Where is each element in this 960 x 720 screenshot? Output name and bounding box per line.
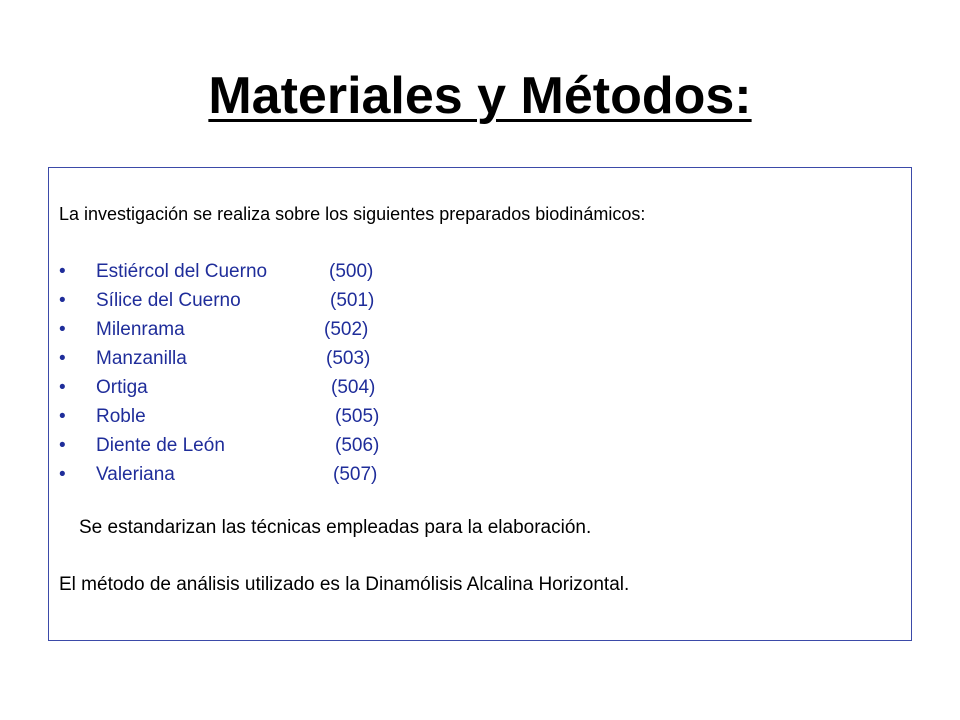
bullet-icon: • bbox=[59, 377, 66, 398]
preparation-name: Estiércol del Cuerno bbox=[96, 261, 268, 282]
preparation-name: Roble bbox=[96, 406, 146, 427]
preparation-code: (506) bbox=[335, 435, 380, 456]
preparation-name: Valeriana bbox=[96, 464, 175, 485]
preparation-code: (503) bbox=[326, 348, 371, 369]
preparation-name: Sílice del Cuerno bbox=[96, 290, 241, 311]
preparation-name: Ortiga bbox=[96, 377, 148, 398]
method-text: El método de análisis utilizado es la Dinamólisis Alcalina Horizontal. bbox=[59, 574, 630, 595]
bullet-icon: • bbox=[59, 261, 66, 282]
preparation-code: (507) bbox=[333, 464, 378, 485]
preparation-code: (502) bbox=[324, 319, 369, 340]
intro-text: La investigación se realiza sobre los siguientes preparados biodinámicos: bbox=[59, 204, 646, 224]
slide-title-text: Materiales y Métodos: bbox=[208, 67, 752, 125]
bullet-icon: • bbox=[59, 319, 66, 340]
preparation-code: (504) bbox=[331, 377, 376, 398]
preparation-code: (501) bbox=[330, 290, 375, 311]
bullet-icon: • bbox=[59, 464, 66, 485]
bullet-icon: • bbox=[59, 348, 66, 369]
preparation-name: Milenrama bbox=[96, 319, 185, 340]
preparation-code: (500) bbox=[329, 261, 374, 282]
preparation-name: Manzanilla bbox=[96, 348, 187, 369]
standardization-text: Se estandarizan las técnicas empleadas para la elaboración. bbox=[79, 517, 592, 538]
preparation-name: Diente de León bbox=[96, 435, 225, 456]
bullet-icon: • bbox=[59, 435, 66, 456]
bullet-icon: • bbox=[59, 406, 66, 427]
preparation-code: (505) bbox=[335, 406, 380, 427]
content-box bbox=[48, 167, 912, 641]
slide-title bbox=[0, 56, 960, 136]
bullet-icon: • bbox=[59, 290, 66, 311]
